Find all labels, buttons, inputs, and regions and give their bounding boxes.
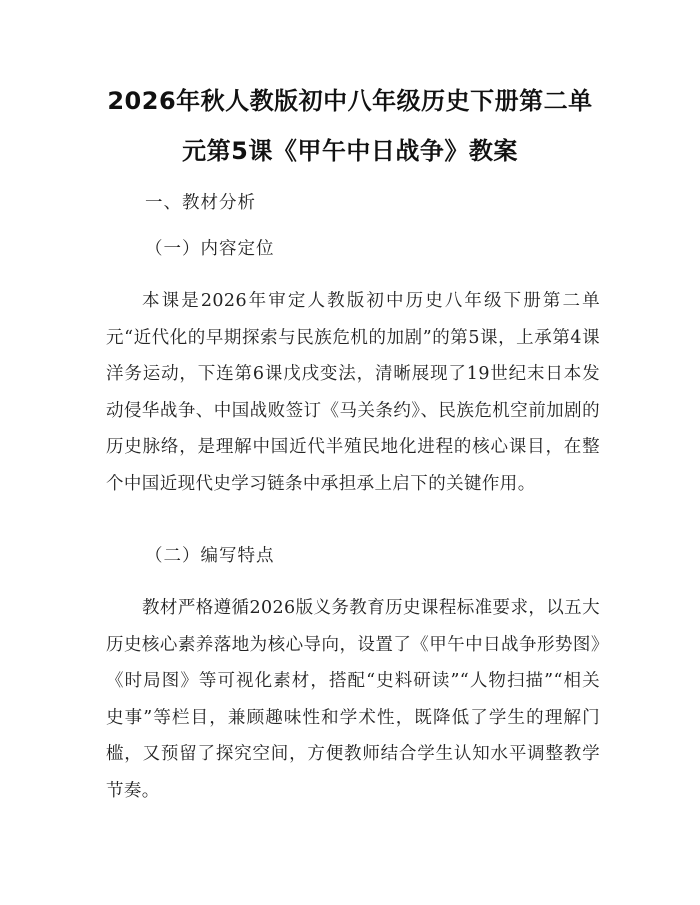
subsection-heading-writing-features: （二）编写特点 xyxy=(145,546,275,566)
subsection-heading-content-positioning: （一）内容定位 xyxy=(145,239,275,259)
document-title-line-2: 元第5课《甲午中日战争》教案 xyxy=(182,137,518,165)
paragraph-content-positioning: 本课是2026年审定人教版初中历史八年级下册第二单元“近代化的早期探索与民族危机的加剧”的第5课，上承第4课洋务运动，下连第6课戊戌变法，清晰展现了19世纪末日本发动侵华战争、中国战败签订《马关条约》、民族危机空前加剧的历史脉络，是理解中国近代半殖民地化进程的核心课目，在整个中国近现代史学习链条中承担承上启下的关键作用。 xyxy=(106,291,600,494)
section-heading-textbook-analysis: 一、教材分析 xyxy=(145,193,256,213)
document-title-line-1: 2026年秋人教版初中八年级历史下册第二单 xyxy=(107,87,593,115)
paragraph-writing-features: 教材严格遵循2026版义务教育历史课程标准要求，以五大历史核心素养落地为核心导向，设置了《甲午中日战争形势图》《时局图》等可视化素材，搭配“史料研读”“人物扫描”“相关史事”等栏目，兼顾趣味性和学术性，既降低了学生的理解门槛，又预留了探究空间，方便教师结合学生认知水平调整教学节奏。 xyxy=(106,598,600,801)
